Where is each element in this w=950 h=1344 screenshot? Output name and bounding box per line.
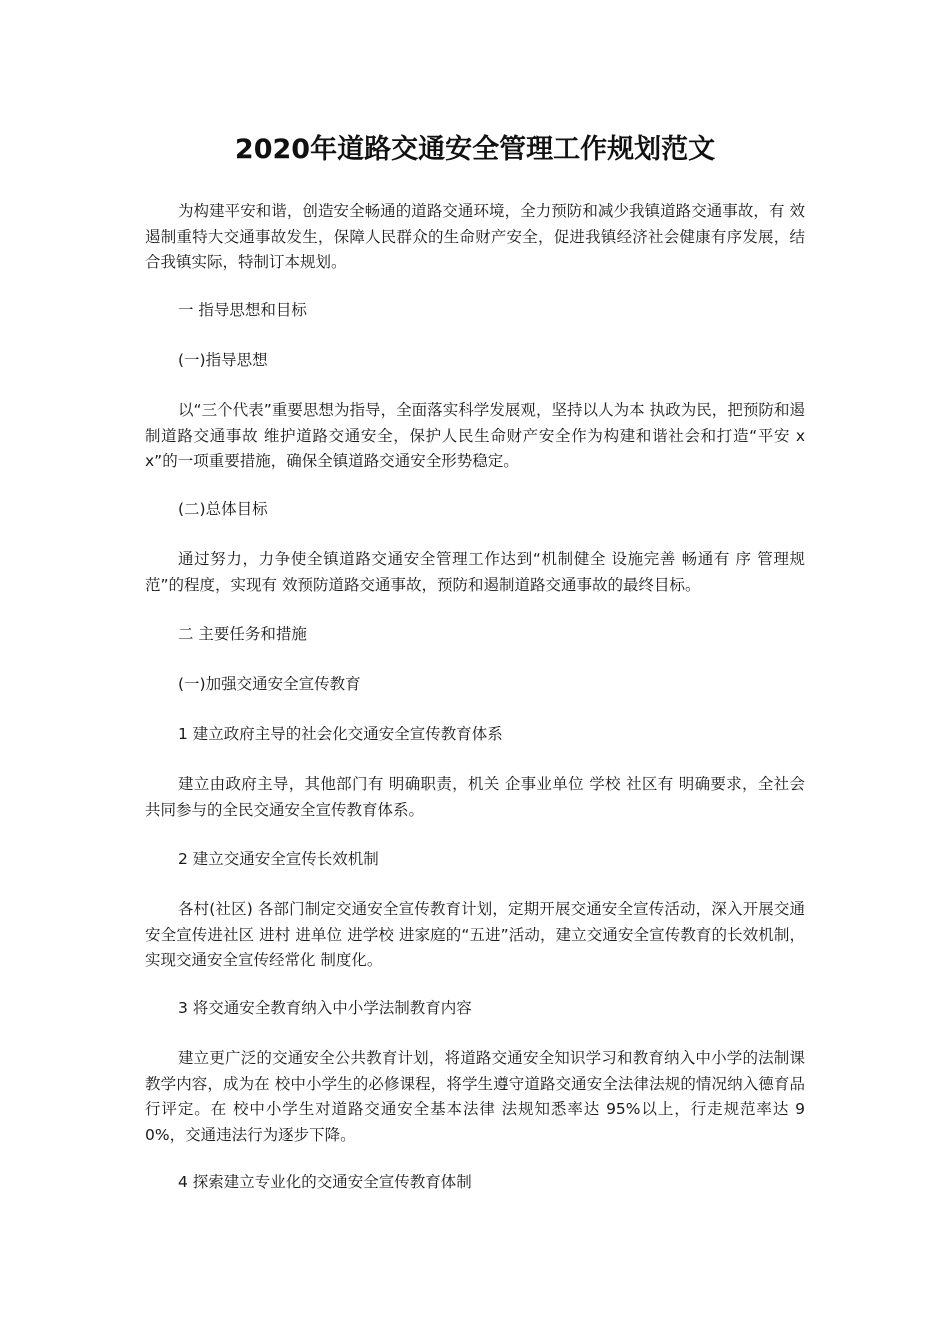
item-heading-2: 2 建立交通安全宣传长效机制 bbox=[178, 850, 379, 868]
document-title: 2020年道路交通安全管理工作规划范文 bbox=[234, 134, 716, 165]
subsection-heading-publicity: (一)加强交通安全宣传教育 bbox=[178, 675, 361, 693]
paragraph-guiding-thought: 以“三个代表”重要思想为指导，全面落实科学发展观，坚持以人为本 执政为民，把预防和遏制道路交通事故 维护道路交通安全，保护人民生命财产安全作为构建和谐社会和打造“平安 xx”的一项重要措施，确保全镇道路交通安全形势稳定。 bbox=[145, 401, 805, 470]
paragraph-overall-goal: 通过努力，力争使全镇道路交通安全管理工作达到“机制健全 设施完善 畅通有 序 管理规范”的程度，实现有 效预防道路交通事故，预防和遏制道路交通事故的最终目标。 bbox=[145, 550, 805, 594]
paragraph-item-1: 建立由政府主导，其他部门有 明确职责，机关 企事业单位 学校 社区有 明确要求，全社会共同参与的全民交通安全宣传教育体系。 bbox=[145, 775, 805, 819]
item-heading-4: 4 探索建立专业化的交通安全宣传教育体制 bbox=[178, 1173, 472, 1191]
paragraph-intro: 为构建平安和谐，创造安全畅通的道路交通环境，全力预防和减少我镇道路交通事故，有 效遏制重特大交通事故发生，保障人民群众的生命财产安全，促进我镇经济社会健康有序发展，结合我镇实际，特制订本规划。 bbox=[145, 202, 805, 271]
item-heading-3: 3 将交通安全教育纳入中小学法制教育内容 bbox=[178, 999, 472, 1017]
subsection-heading-guiding-thought: (一)指导思想 bbox=[178, 351, 268, 369]
section-heading-1: 一 指导思想和目标 bbox=[178, 301, 307, 319]
section-heading-2: 二 主要任务和措施 bbox=[178, 625, 307, 643]
subsection-heading-overall-goal: (二)总体目标 bbox=[178, 500, 268, 518]
paragraph-item-3: 建立更广泛的交通安全公共教育计划，将道路交通安全知识学习和教育纳入中小学的法制课教学内容，成为在 校中小学生的必修课程，将学生遵守道路交通安全法律法规的情况纳入德育品行评定。在 校中小学生对道路交通安全基本法律 法规知悉率达 95%以上，行走规范率达 90%，交通违法行为逐步下降。 bbox=[145, 1049, 805, 1144]
item-heading-1: 1 建立政府主导的社会化交通安全宣传教育体系 bbox=[178, 725, 503, 743]
paragraph-item-2: 各村(社区) 各部门制定交通安全宣传教育计划，定期开展交通安全宣传活动，深入开展交通安全宣传进社区 进村 进单位 进学校 进家庭的“五进”活动，建立交通安全宣传教育的长效机制，实现交通安全宣传经常化 制度化。 bbox=[145, 900, 805, 969]
